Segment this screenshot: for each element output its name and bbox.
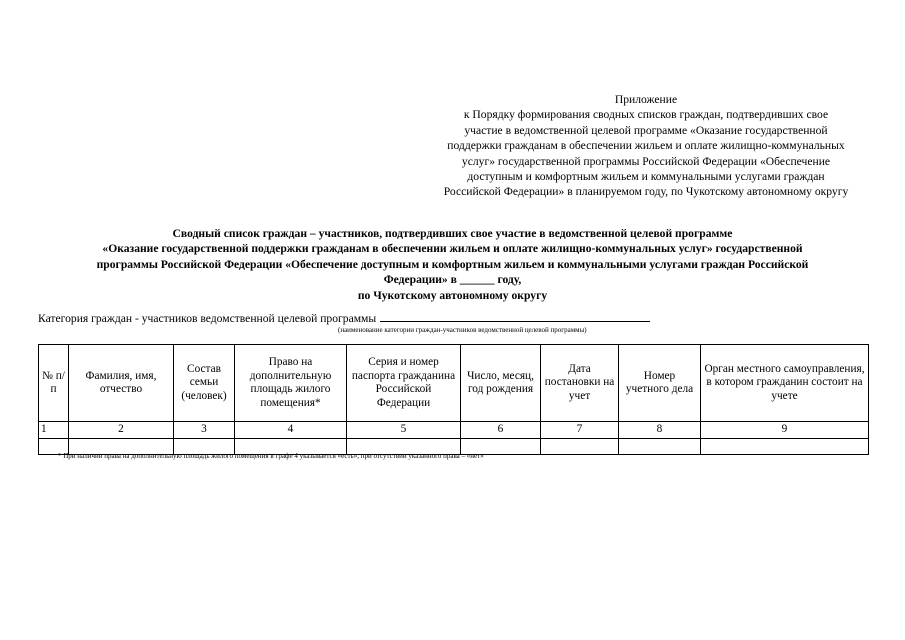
title-line: Сводный список граждан – участников, подтвердивших свое участие в ведомственной целевой программе [172, 227, 733, 240]
col-header-number: № п/п [39, 345, 69, 422]
appendix-block [408, 92, 884, 200]
category-caption: (наименование категории граждан-участников ведомственной целевой программы) [338, 326, 587, 334]
appendix-line: поддержки гражданам в обеспечении жильем и оплате жилищно-коммунальных [447, 139, 845, 153]
table-cell-empty [619, 439, 701, 455]
col-header-local-authority: Орган местного самоуправления, в котором гражданин состоит на учете [701, 345, 869, 422]
col-header-family-size: Состав семьи (человек) [174, 345, 235, 422]
table-cell-empty [701, 439, 869, 455]
column-number: 3 [174, 422, 235, 439]
table-cell-empty [541, 439, 619, 455]
column-number: 7 [541, 422, 619, 439]
appendix-heading: Приложение [614, 93, 678, 106]
appendix-line: участие в ведомственной целевой программе «Оказание государственной [464, 123, 828, 137]
document-title [30, 226, 875, 303]
citizens-table [38, 344, 869, 455]
col-header-full-name: Фамилия, имя, отчество [69, 345, 174, 422]
col-header-registration-date: Дата постановки на учет [541, 345, 619, 422]
appendix-line: Российской Федерации» в планируемом году, по Чукотскому автономному округу [443, 185, 849, 199]
col-header-birth-date: Число, месяц, год рождения [461, 345, 541, 422]
title-line: программы Российской Федерации «Обеспечение доступным и комфортным жильем и коммунальными услугами граждан Российской [96, 257, 809, 271]
col-header-extra-area-right: Право на дополнительную площадь жилого помещения* [235, 345, 347, 422]
appendix-line: к Порядку формирования сводных списков граждан, подтвердивших свое [463, 108, 829, 122]
column-number: 4 [235, 422, 347, 439]
column-number: 5 [347, 422, 461, 439]
category-field [38, 311, 650, 325]
col-header-case-number: Номер учетного дела [619, 345, 701, 422]
column-number: 1 [39, 422, 69, 439]
column-number: 2 [69, 422, 174, 439]
title-line: Федерации» в ______ году, [383, 273, 522, 287]
table-header-row [39, 345, 869, 422]
col-header-passport: Серия и номер паспорта гражданина Российской Федерации [347, 345, 461, 422]
column-number-row [39, 422, 869, 439]
column-number: 9 [701, 422, 869, 439]
appendix-line: услуг» государственной программы Российской Федерации «Обеспечение [461, 154, 831, 168]
category-label: Категория граждан - участников ведомственной целевой программы [38, 312, 377, 325]
column-number: 6 [461, 422, 541, 439]
category-fill-line [380, 311, 650, 322]
title-line: по Чукотскому автономному округу [357, 288, 548, 302]
column-number: 8 [619, 422, 701, 439]
footnote: * При наличии права на дополнительную площадь жилого помещения в графе 4 указывается «есть», при отсутствии указанного права – «нет» [58, 452, 484, 460]
appendix-line: доступным и комфортным жильем и коммунальными услугами граждан [467, 170, 825, 184]
title-line: «Оказание государственной поддержки гражданам в обеспечении жильем и оплате жилищно-коммунальных услуг» государственной [102, 242, 803, 256]
